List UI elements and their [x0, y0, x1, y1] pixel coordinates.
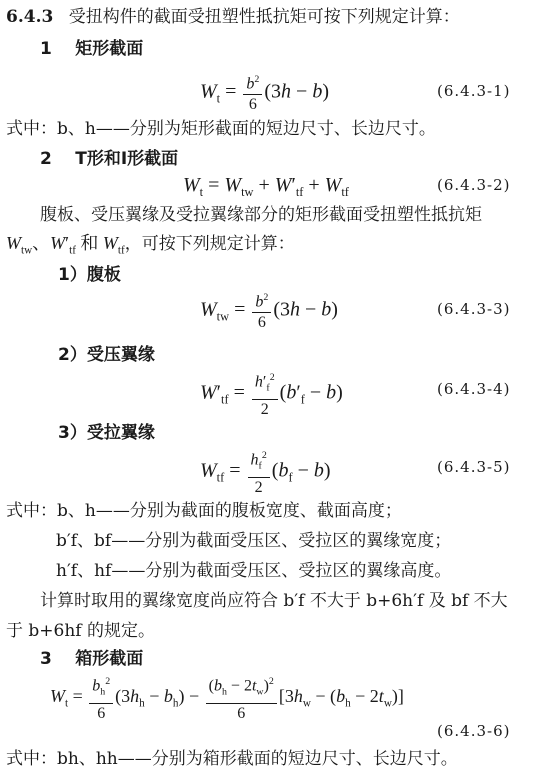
- subsection-heading-t-i: [40, 148, 178, 170]
- note-flange-width-2: 于 b+6hf 的规定。: [6, 621, 155, 641]
- formula-6-4-3-6: $W_t$ = $\frac{b_h^2}{6}$ $(3h_h - b_h)$ − $\frac{(b_h - 2t_w)^2}{6}$ $[3h_w - (b_h - 2t_w)]$: [50, 672, 404, 724]
- subsection-title: 矩形截面: [75, 39, 144, 59]
- where-clause-rect: 式中：b、h——分别为矩形截面的短边尺寸、长边尺寸。: [6, 119, 436, 139]
- formula-6-4-3-5: $W_{tf}$ = $\frac{h_f^2}{2}$ $(b_f - b)$: [200, 446, 331, 498]
- subsection-title: T形和I形截面: [75, 149, 179, 169]
- subsection-number: 2: [40, 149, 52, 169]
- equation-number: (6.4.3-6): [437, 722, 511, 740]
- paragraph-t-i-line-2: $W_{tw}$、$W'_{tf}$ 和 $W_{tf}$，可按下列规定计算：: [6, 233, 295, 257]
- subsection-heading-rect: [40, 38, 143, 60]
- equation-number: (6.4.3-3): [437, 300, 511, 318]
- formula-6-4-3-2: $W_t = W_{tw} + W'_{tf} + W_{tf}$: [183, 174, 349, 199]
- where-clause-t-i-2: b′f、bf——分别为截面受压区、受拉区的翼缘宽度；: [56, 531, 452, 551]
- subsection-number: 3: [40, 649, 52, 669]
- formula-6-4-3-1: $W_t$ = $\frac{b^2}{6}$ (3h − b): [200, 70, 329, 115]
- where-clause-t-i-3: h′f、hf——分别为截面受压区、受拉区的翼缘高度。: [56, 561, 452, 581]
- equation-number: (6.4.3-4): [437, 380, 511, 398]
- formula-6-4-3-3: $W_{tw}$ = $\frac{b^2}{6}$ (3h − b): [200, 288, 338, 333]
- formula-6-4-3-4: $W'_{tf}$ = $\frac{h'_f^2}{2}$ $(b'_f - b)$: [200, 368, 343, 420]
- item-label-tension-flange: 3）受拉翼缘: [58, 423, 155, 443]
- clause-number: 6.4.3: [6, 7, 54, 27]
- where-clause-box: 式中：bh、hh——分别为箱形截面的短边尺寸、长边尺寸。: [6, 749, 458, 769]
- subsection-title: 箱形截面: [75, 649, 144, 669]
- subsection-heading-box: [40, 648, 143, 670]
- equation-number: (6.4.3-2): [437, 176, 511, 194]
- equation-number: (6.4.3-1): [437, 82, 511, 100]
- equation-number: (6.4.3-5): [437, 458, 511, 476]
- paragraph-t-i-line-1: 腹板、受压翼缘及受拉翼缘部分的矩形截面受扭塑性抵抗矩: [40, 205, 482, 225]
- clause-heading: [6, 6, 460, 28]
- paragraph-t-i-tail: ，可按下列规定计算：: [124, 234, 295, 254]
- item-label-web: 1）腹板: [58, 265, 121, 285]
- clause-text: 受扭构件的截面受扭塑性抵抗矩可按下列规定计算：: [68, 7, 460, 27]
- where-clause-t-i-1: 式中：b、h——分别为截面的腹板宽度、截面高度；: [6, 501, 402, 521]
- subsection-number: 1: [40, 39, 52, 59]
- note-flange-width-1: 计算时取用的翼缘宽度尚应符合 b′f 不大于 b+6h′f 及 bf 不大: [40, 591, 508, 611]
- item-label-compression-flange: 2）受压翼缘: [58, 345, 155, 365]
